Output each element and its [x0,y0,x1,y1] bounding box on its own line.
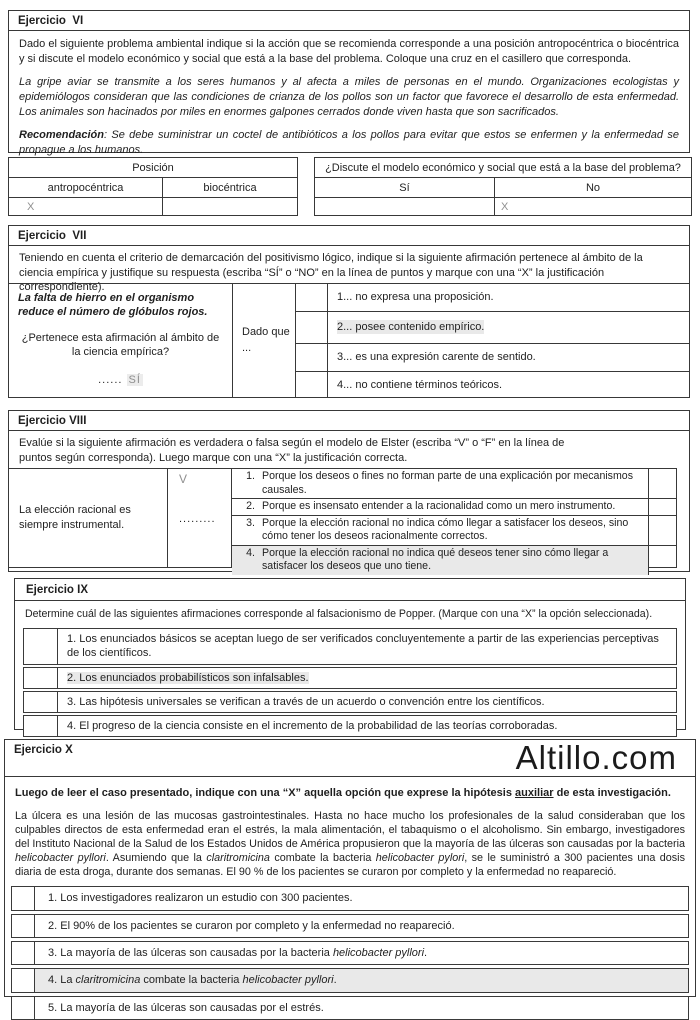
exercise-x-case-text: La úlcera es una lesión de las mucosas gastrointestinales. Hasta no hace mucho los profesionales de la salud consideraban que los culpables directos de esta enfermedad eran el estrés, la mala alimentación, el tabaquismo o el alcoholismo. Sin embargo, investigadores del Instituto Nacional de la Salud de los Estados Unidos de América propusieron que la mayoría de las úlceras son causadas por la bacteria helicobacter pyllori. Asumiendo que la claritromicina combate la bacteria helicobacter pylori, se le suministró a 300 pacientes una dosis diaria de esta droga, durante dos semanas. El 90 % de los pacientes se curaron por completo y la enfermedad no reapareció. [15,810,685,879]
mark-cell-no: X [495,198,692,216]
answer-cell [168,469,232,567]
exercise-vi-section [8,10,690,156]
column-header-biocentrica: biocéntrica [163,178,298,198]
option-number: 2. [246,500,255,513]
statement-text: La elección racional es siempre instrumental. [19,504,131,531]
option-text: 3... es una expresión carente de sentido. [337,351,536,364]
option-checkbox [648,546,676,575]
exercise-x-options [11,886,689,1019]
exercise-vi-body [9,31,689,163]
option-text: Porque es insensato entender a la racionalidad como un mero instrumento. [262,500,616,513]
statement-text: La falta de hierro en el organismo reduce el número de glóbulos rojos. [18,292,208,319]
exercise-vii-options [296,284,689,397]
option-text: 3. La mayoría de las úlceras son causadas por la bacteria helicobacter pyllori. [48,947,428,960]
option-text: 4. El progreso de la ciencia consiste en el incremento de la probabilidad de las teorías corroboradas. [67,720,558,733]
option-text: 2. Los enunciados probabilísticos son infalsables. [67,671,309,684]
option-checkbox [296,312,328,343]
model-question-table [314,157,692,216]
option-row [11,886,689,910]
position-table-header: Posición [9,158,298,178]
question-text: ¿Pertenece esta afirmación al ámbito de la ciencia empírica? [21,331,220,358]
exercise-viii-table [9,468,677,573]
exercise-ix-instructions: Determine cuál de las siguientes afirmaciones corresponde al falsacionismo de Popper. (Marque con una “X” la opción seleccionada). [25,608,653,620]
statement-cell [9,469,168,567]
option-row [23,691,677,713]
option-row [296,312,689,344]
exercise-x-section [4,739,696,1014]
connector-cell [233,284,296,397]
option-row [23,667,677,689]
exercise-x-title: Ejercicio X [14,744,73,756]
option-checkbox [24,668,58,688]
column-header-si: Sí [315,178,495,198]
option-checkbox [24,716,58,736]
option-text: 1. Los enunciados básicos se aceptan luego de ser verificados concluyentemente a partir de las experiencias perceptivas de los científicos. [67,633,659,660]
option-row [11,914,689,938]
position-table [8,157,298,216]
model-table-header: ¿Discute el modelo económico y social que está a la base del problema? [315,158,692,178]
exercise-vi-title: Ejercicio VI [9,11,689,31]
option-text: 4. La claritromicina combate la bacteria helicobacter pyllori. [35,969,688,991]
exercise-viii-title: Ejercicio VIII [9,411,689,431]
exercise-vii-title: Ejercicio VII [9,226,689,246]
exercise-x-title-row [5,740,695,777]
mark-cell-biocentrica [163,198,298,216]
exercise-ix-title: Ejercicio IX [15,579,685,601]
option-checkbox [648,499,676,515]
option-row [296,372,689,397]
option-checkbox [12,915,35,937]
exercise-vii-table [9,283,689,397]
option-row [232,546,676,575]
option-text: 2. El 90% de los pacientes se curaron por completo y la enfermedad no reapareció. [48,919,455,932]
option-checkbox [12,997,35,1019]
option-checkbox [24,629,58,664]
answer-line: ...... SÍ [98,374,141,387]
answer-mark: V [179,472,188,486]
option-number: 3. [246,516,255,529]
option-checkbox [648,469,676,498]
option-text: 1. Los investigadores realizaron un estudio con 300 pacientes. [48,892,353,905]
option-number: 1. [246,470,255,482]
connector-dots: ... [242,341,252,354]
answer-dots: ......... [179,513,216,525]
option-row [23,628,677,665]
option-number: 4. [246,546,255,559]
option-row [296,284,689,312]
option-row [11,968,689,992]
option-row [232,499,676,516]
option-row [11,941,689,965]
option-row [11,996,689,1020]
option-checkbox [12,969,35,991]
altillo-watermark: Altillo.com [515,739,677,776]
exercise-vi-answer-tables [8,157,692,216]
option-text: 4... no contiene términos teóricos. [337,378,503,391]
option-row [232,469,676,499]
option-checkbox [12,942,35,964]
option-text: 1... no expresa una proposición. [337,291,494,304]
exercise-x-instructions: Luego de leer el caso presentado, indique con una “X” aquella opción que exprese la hipótesis auxiliar de esta investigación. [15,787,671,799]
exercise-vi-instructions: Dado el siguiente problema ambiental indique si la acción que se recomienda corresponde a una posición antropocéntrica o biocéntrica y si discute el modelo económico y social que está a la base del problema. Coloque una cruz en el casillero que corresponda. [19,38,679,65]
option-row [232,516,676,546]
exercise-vi-case-text: La gripe aviar se transmite a los seres humanos y al afecta a miles de personas en el mundo. Organizaciones ecologistas y epidemiólogos consideran que las condiciones de crianza de los pollos son un factor que favorece el desarrollo de esta enfermedad. Los animales son hacinados por miles en enormes galpones cerrados donde viven hasta que son sacrificados. [19,76,679,118]
option-checkbox [24,692,58,712]
exercise-vii-section [8,225,690,398]
mark-cell-si [315,198,495,216]
option-row [296,344,689,373]
option-text: 2... posee contenido empírico. [337,321,485,334]
option-text: 3. Las hipótesis universales se verifican a través de un acuerdo o convención entre los científicos. [67,695,545,708]
column-header-antropocentrica: antropocéntrica [9,178,163,198]
exercise-viii-options [232,469,676,573]
option-text: Porque la elección racional no indica qué deseos tener sino cómo llegar a satisfacer los deseos que uno tiene. [262,546,609,573]
option-row [23,715,677,737]
option-checkbox [296,284,328,311]
option-text: Porque los deseos o fines no forman parte de una explicación por mecanismos causales. [262,470,633,496]
exercise-viii-section [8,410,690,572]
exercise-vii-instructions: Teniendo en cuenta el criterio de demarcación del positivismo lógico, indique si la siguiente afirmación pertenece al ámbito de la ciencia empírica y justifique su respuesta (escriba “SÍ” o “NO” en la línea de puntos y marque con una “X” la justificación correspondiente). [19,252,643,294]
option-checkbox [12,887,35,909]
exercise-ix-options [23,628,677,737]
option-text: 5. La mayoría de las úlceras son causadas por el estrés. [48,1001,324,1014]
exercise-vi-recommendation: Recomendación: Se debe suministrar un coctel de antibióticos a los pollos para evitar que estos se enfermen y la enfermedad se propague a los humanos. [19,129,679,156]
exercise-viii-instructions: Evalúe si la siguiente afirmación es verdadera o falsa según el modelo de Elster (escriba “V” o “F” en la línea de puntos según corresponda). Luego marque con una “X” la justificación correcta. [19,437,565,464]
option-checkbox [648,516,676,545]
column-header-no: No [495,178,692,198]
exercise-vii-statement-cell [9,284,233,397]
exercise-ix-section [14,578,686,733]
option-text: Porque la elección racional no indica cómo llegar a satisfacer los deseos, sino cómo tener los deseos racionalmente correctos. [262,516,629,543]
option-checkbox [296,344,328,372]
mark-cell-antropocentrica: X [9,198,163,216]
connector-text: Dado que [242,326,290,339]
option-checkbox [296,372,328,397]
